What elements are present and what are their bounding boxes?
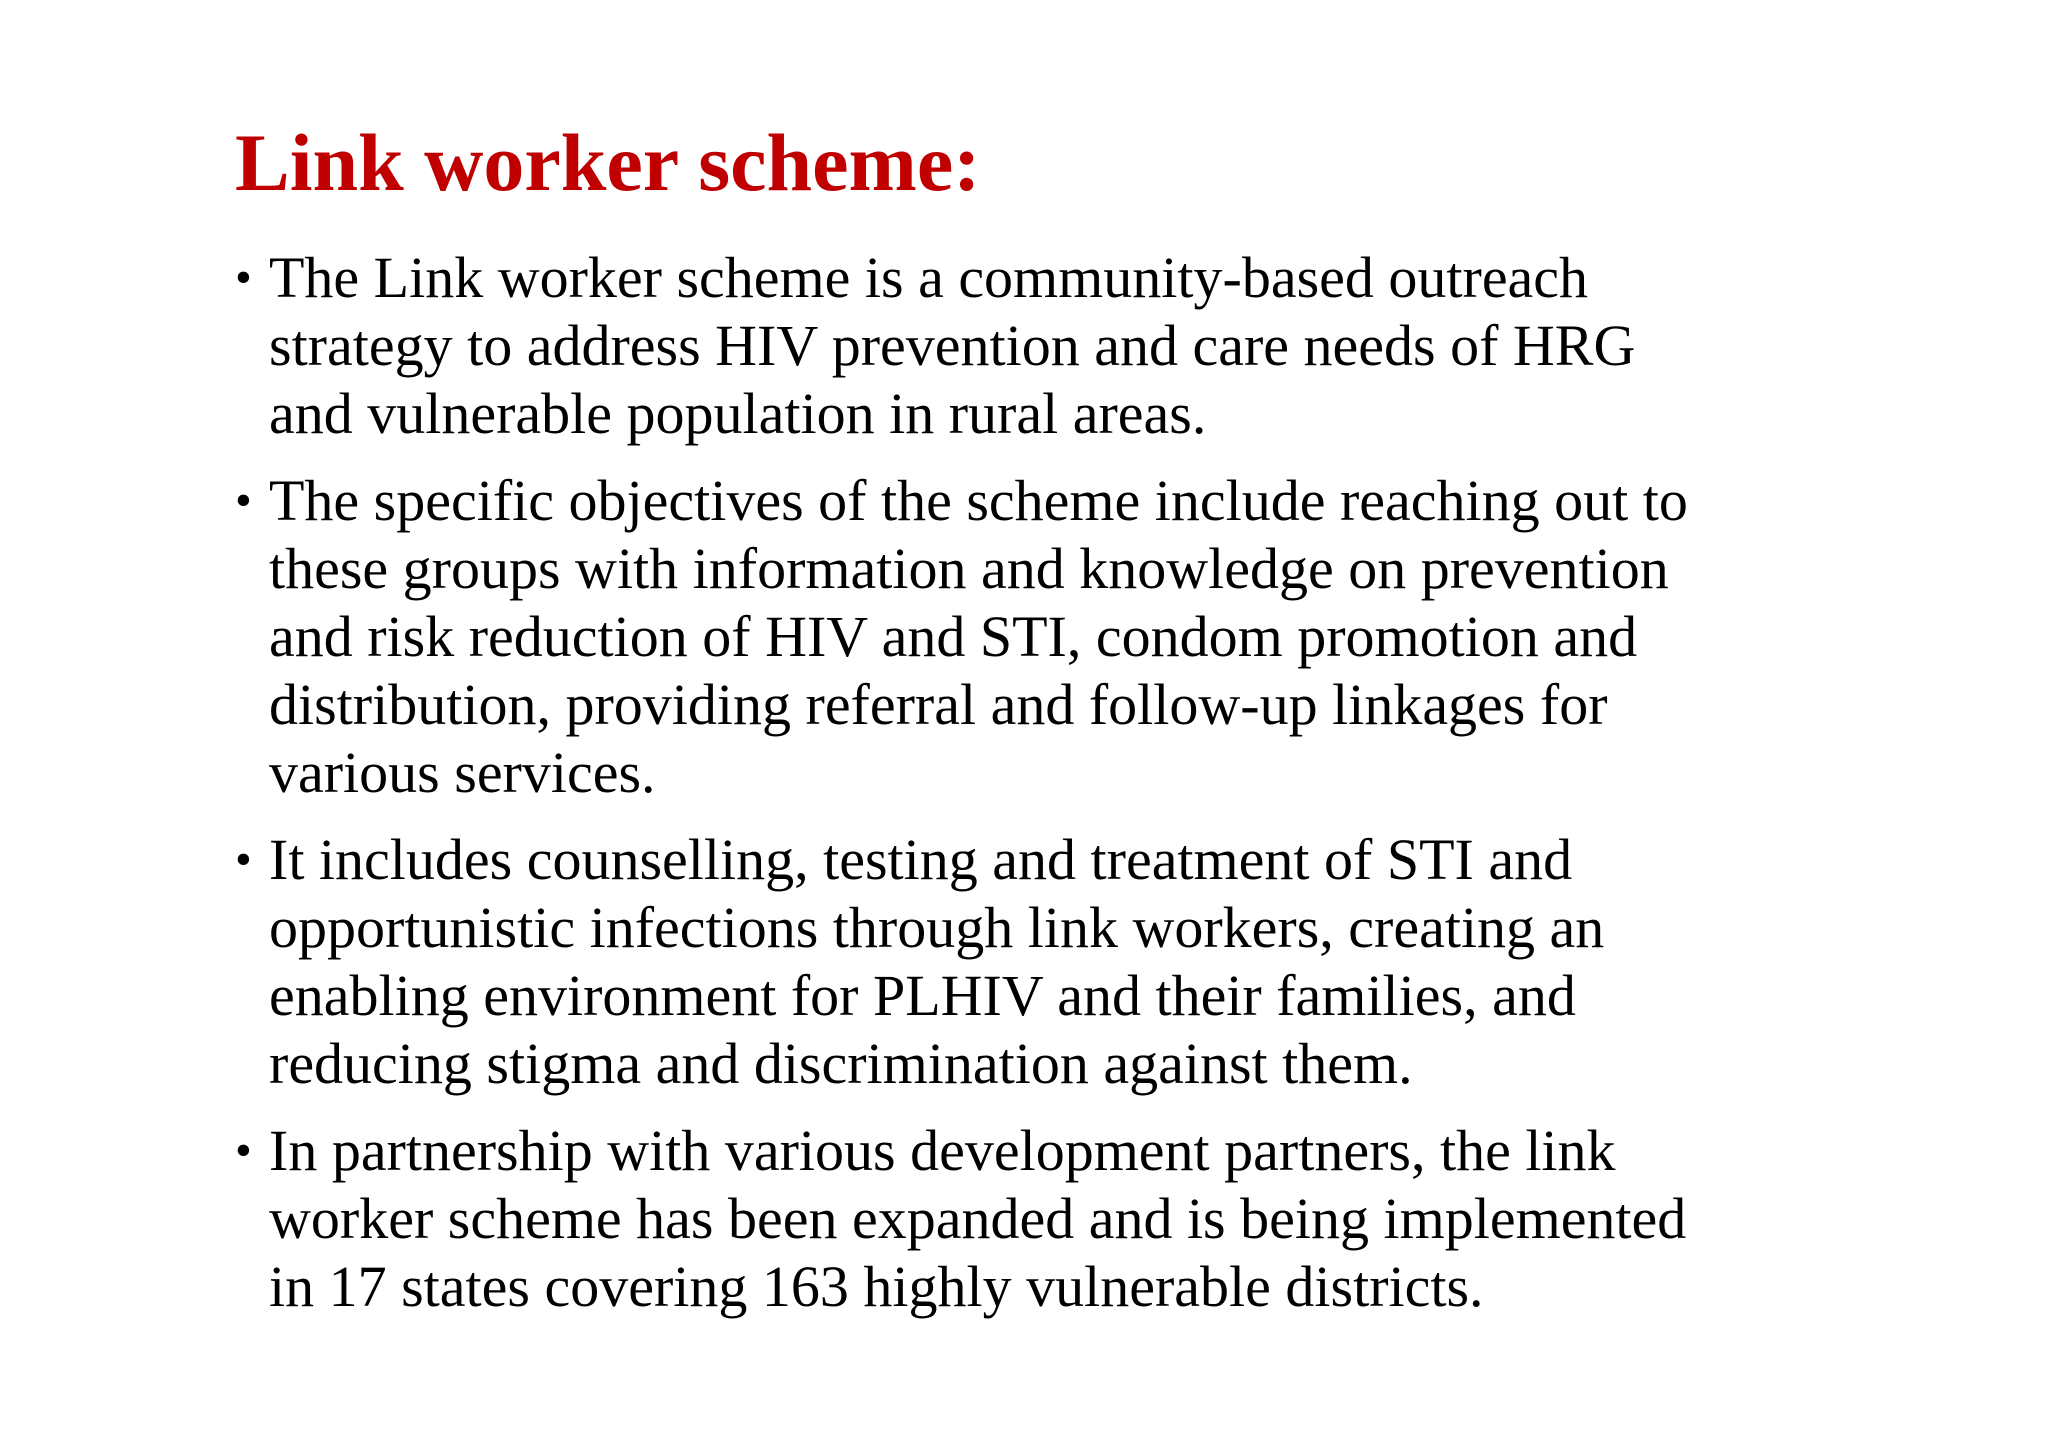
bullet-text-line: these groups with information and knowledge on prevention bbox=[269, 536, 1669, 601]
bullet-text-line: The specific objectives of the scheme include reaching out to bbox=[269, 468, 1688, 533]
bullet-text-line: In partnership with various development partners, the link bbox=[269, 1118, 1616, 1183]
bullet-text-line: It includes counselling, testing and treatment of STI and bbox=[269, 827, 1573, 892]
bullet-text-line: reducing stigma and discrimination against them. bbox=[269, 1031, 1413, 1096]
bullet-dot: • bbox=[235, 474, 252, 527]
bullet-item bbox=[235, 1117, 1855, 1321]
bullet-text-line: strategy to address HIV prevention and care needs of HRG bbox=[269, 313, 1636, 378]
bullet-text-line: worker scheme has been expanded and is being implemented bbox=[269, 1186, 1687, 1251]
bullet-item bbox=[235, 467, 1855, 807]
bullet-list bbox=[235, 244, 1855, 1340]
bullet-text-line: opportunistic infections through link workers, creating an bbox=[269, 895, 1605, 960]
bullet-text-line: distribution, providing referral and follow-up linkages for bbox=[269, 672, 1608, 737]
bullet-text-line: and risk reduction of HIV and STI, condom promotion and bbox=[269, 604, 1638, 669]
bullet-text-line: in 17 states covering 163 highly vulnerable districts. bbox=[269, 1254, 1484, 1319]
bullet-text-line: and vulnerable population in rural areas. bbox=[269, 381, 1207, 446]
slide-title: Link worker scheme: bbox=[235, 117, 981, 208]
bullet-item bbox=[235, 244, 1855, 448]
bullet-text-line: The Link worker scheme is a community-based outreach bbox=[269, 245, 1589, 310]
bullet-dot: • bbox=[235, 251, 252, 304]
bullet-dot: • bbox=[235, 833, 252, 886]
bullet-text-line: various services. bbox=[269, 740, 656, 805]
bullet-text-line: enabling environment for PLHIV and their families, and bbox=[269, 963, 1576, 1028]
bullet-item bbox=[235, 826, 1855, 1098]
bullet-dot: • bbox=[235, 1124, 252, 1177]
